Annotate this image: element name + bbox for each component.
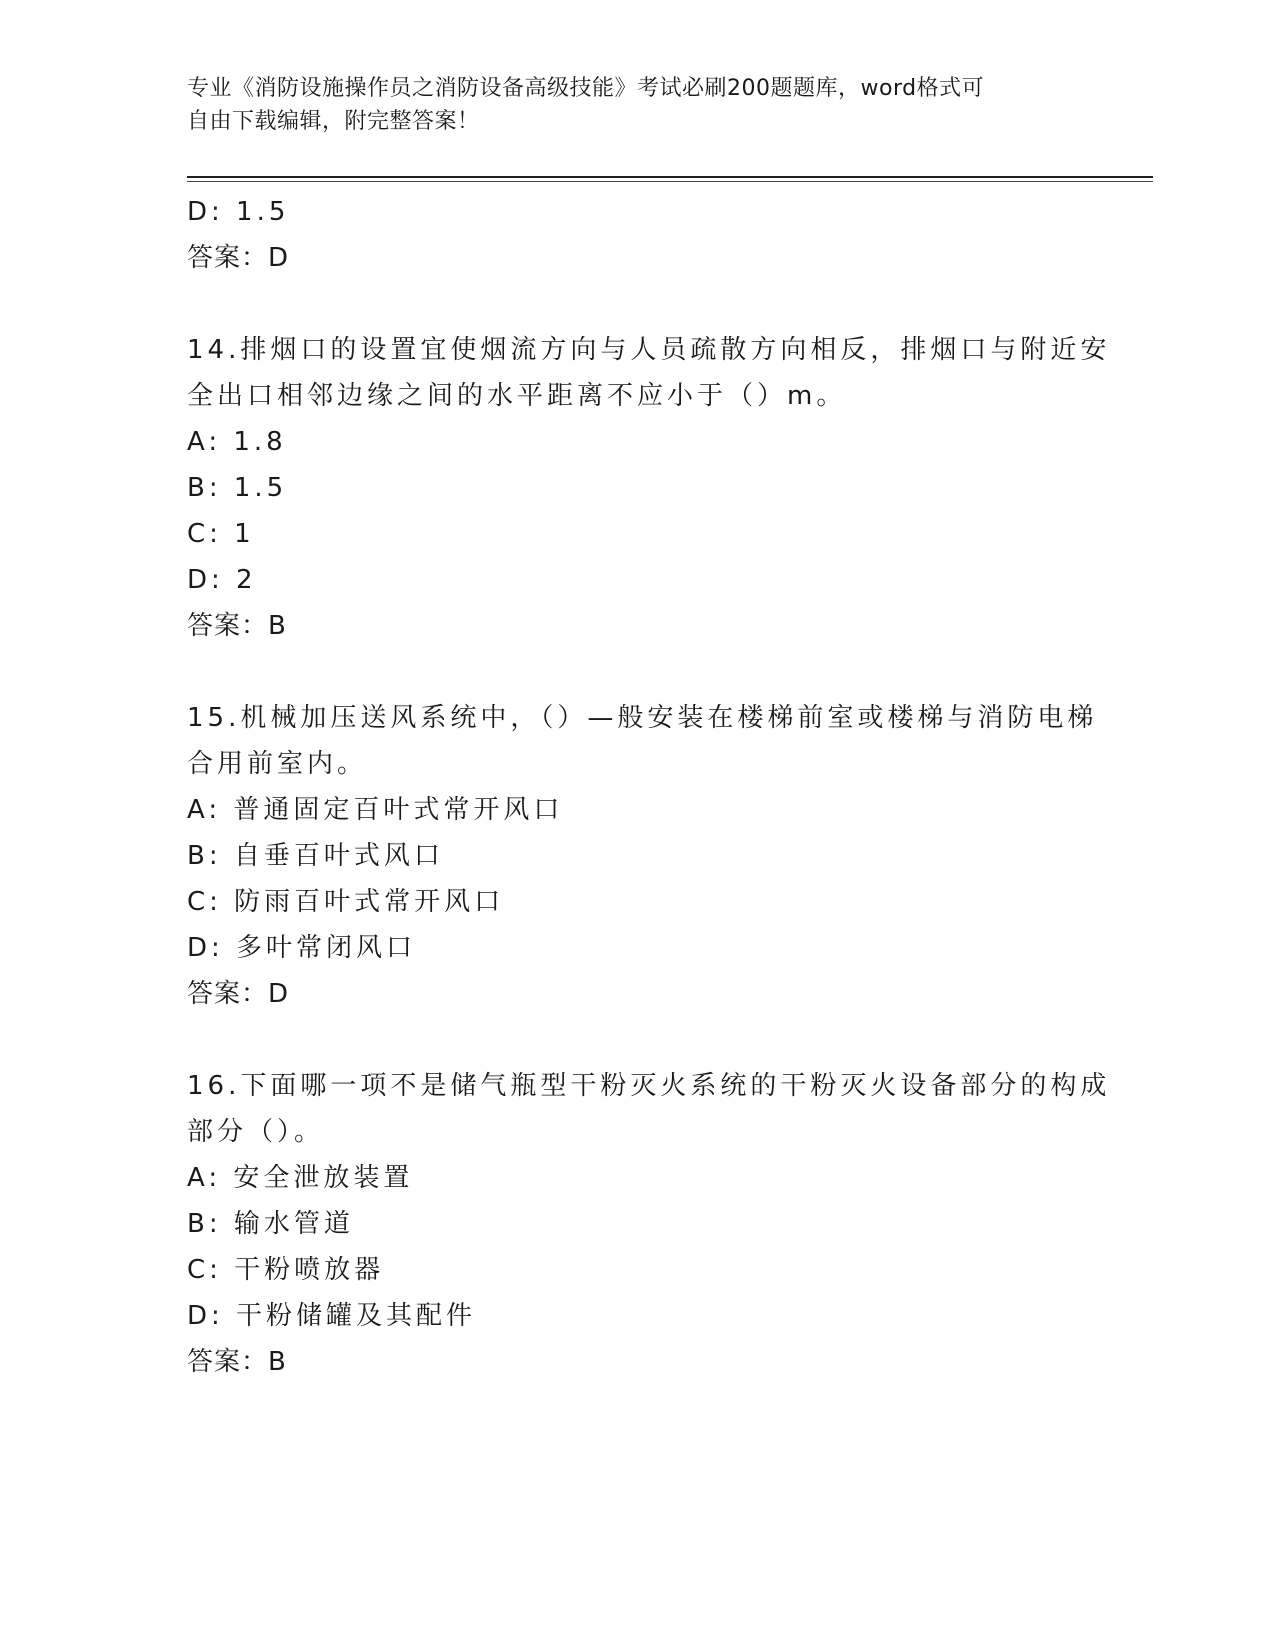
answer: 答案：D <box>187 243 290 273</box>
spacer <box>187 281 1087 327</box>
option-c: C: 干粉喷放器 <box>187 1255 385 1285</box>
option-a: A: 1.8 <box>187 427 287 457</box>
answer: 答案：B <box>187 611 287 641</box>
option-c: C: 1 <box>187 519 255 549</box>
header-divider-thick <box>187 176 1153 178</box>
option-d: D: 干粉储罐及其配件 <box>187 1301 477 1331</box>
option-a: A: 普通固定百叶式常开风口 <box>187 795 564 825</box>
spacer <box>187 1017 1087 1063</box>
document-body <box>187 189 1111 1385</box>
question-stem-line-1: 14.排烟口的设置宜使烟流方向与人员疏散方向相反，排烟口与附近安 <box>187 335 1111 365</box>
question-stem-line-2: 全出口相邻边缘之间的水平距离不应小于（）m。 <box>187 381 847 411</box>
option-b: B: 自垂百叶式风口 <box>187 841 444 871</box>
question-13-tail <box>187 189 1087 281</box>
header-line-2: 自由下载编辑，附完整答案！ <box>187 109 480 134</box>
option-d: D: 2 <box>187 565 257 595</box>
option-d: D: 1.5 <box>187 197 290 227</box>
question-15 <box>187 695 1098 1017</box>
option-d: D: 多叶常闭风口 <box>187 933 417 963</box>
question-stem-line-1: 16.下面哪一项不是储气瓶型干粉灭火系统的干粉灭火设备部分的构成 <box>187 1071 1111 1101</box>
answer: 答案：B <box>187 1347 287 1377</box>
option-a: A: 安全泄放装置 <box>187 1163 414 1193</box>
spacer <box>187 649 1087 695</box>
option-b: B: 1.5 <box>187 473 288 503</box>
question-stem-line-2: 部分（）。 <box>187 1117 325 1147</box>
question-16 <box>187 1063 1111 1385</box>
answer: 答案：D <box>187 979 290 1009</box>
page-header <box>187 72 1067 138</box>
question-14 <box>187 327 1111 649</box>
question-stem-line-1: 15.机械加压送风系统中，（）—般安装在楼梯前室或楼梯与消防电梯 <box>187 703 1098 733</box>
option-c: C: 防雨百叶式常开风口 <box>187 887 505 917</box>
header-line-1: 专业《消防设施操作员之消防设备高级技能》考试必刷200题题库，word格式可 <box>187 76 985 101</box>
question-stem-line-2: 合用前室内。 <box>187 749 368 779</box>
header-divider-thin <box>187 181 1153 182</box>
option-b: B: 输水管道 <box>187 1209 354 1239</box>
